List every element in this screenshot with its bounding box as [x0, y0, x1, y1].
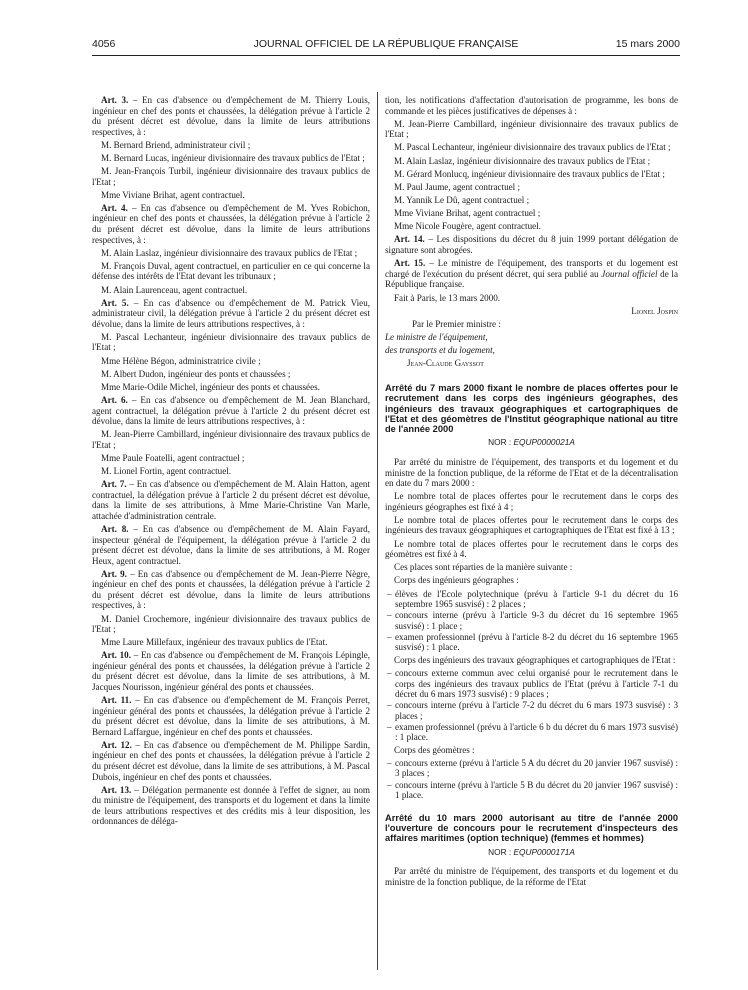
article-14: Art. 14. – Les dispositions du décret du 8 juin 1999 portant délégation de signature sont abrogées.: [385, 234, 678, 255]
list-item: – élèves de l'Ecole polytechnique (prévu à l'article 9-1 du décret du 16 septembre 1965 susvisé) : 2 places ;: [385, 589, 678, 610]
article-15: Art. 15. – Le ministre de l'équipement, des transports et du logement est chargé de l'exécution du présent décret, qui sera publié au Journal officiel de la République française.: [385, 258, 679, 290]
list-item: M. Alain Laslaz, ingénieur divisionnaire des travaux publics de l'Etat ;: [394, 155, 651, 166]
list-item: Mme Nicole Fougère, agent contractuel.: [394, 221, 541, 232]
page-header: [92, 38, 680, 52]
decree-1-nor: NOR : EQUP0000021A: [488, 437, 575, 448]
issue-date: 15 mars 2000: [615, 38, 680, 50]
list-item: – examen professionnel (prévu à l'article 8-2 du décret du 16 septembre 1965 susvisé) : 1 place.: [385, 632, 678, 653]
dash-list: [385, 758, 678, 801]
decree-2-intro: Par arrêté du ministre de l'équipement, des transports et du logement et du ministre de la fonction publique, de la réforme de l'Etat: [385, 866, 678, 887]
decree-1-intro: Par arrêté du ministre de l'équipement, des transports et du logement et du ministre de la fonction publique, de la réforme de l'Etat et de la décentralisation en date du 7 mars 2000 :: [385, 456, 678, 489]
list-item: M. Bernard Briend, administrateur civil ;: [101, 139, 251, 150]
article-10: Art. 10. – En cas d'absence ou d'empêchement de M. François Lépingle, ingénieur général des ponts et chaussées, la délégation prévue à l'article 2 du présent décret est dévolue, dans la limite de ses attributions, à M. Jacques Nourisson, ingénieur général des ponts et chaussées.: [92, 650, 371, 692]
list-item: M. Pascal Lechanteur, ingénieur divisionnaire des travaux publics de l'Etat ;: [394, 142, 671, 153]
list-item: M. Pascal Lechanteur, ingénieur divisionnaire des travaux publics de l'Etat ;: [92, 331, 370, 353]
list-item: M. Jean-François Turbil, ingénieur divisionnaire des travaux publics de l'Etat ;: [92, 166, 370, 187]
list-item: Mme Viviane Brihat, agent contractuel.: [101, 189, 245, 200]
list-item: M. Bernard Lucas, ingénieur divisionnaire des travaux publics de l'Etat ;: [101, 152, 365, 163]
article-6: Art. 6. – En cas d'absence ou d'empêchement de M. Jean Blanchard, agent contractuel, la délégation prévue à l'article 2 du présent décret est dévolue, dans la limite de leurs attributions respectives, à :: [92, 394, 370, 427]
group-title: Corps des géomètres :: [394, 744, 475, 755]
list-item: M. Gérard Monlucq, ingénieur divisionnaire des travaux publics de l'Etat ;: [394, 168, 665, 179]
minister-title-line-1: Le ministre de l'équipement,: [385, 332, 488, 343]
list-item: M. Daniel Crochemore, ingénieur divisionnaire des travaux publics de l'Etat ;: [92, 613, 370, 635]
minister-title-line-2: des transports et du logement,: [385, 345, 495, 356]
list-item: – concours interne (prévu à l'article 7-2 du décret du 6 mars 1973 susvisé) : 3 places ;: [385, 700, 678, 721]
article-13: Art. 13. – Délégation permanente est donnée à l'effet de signer, au nom du ministre de l'équipement, des transports et du logement et dans la limite de leurs attributions respectives et des crédits mis à leur disposition, les ordonnances de déléga-: [92, 784, 371, 827]
header-rule: [92, 55, 680, 56]
column-separator: [377, 92, 378, 970]
list-item: Mme Viviane Brihat, agent contractuel ;: [394, 208, 541, 219]
decree-1-paragraph: Le nombre total de places offertes pour le recrutement dans le corps des ingénieurs des travaux géographiques et cartographiques de l'Etat est fixé à 13 ;: [385, 514, 678, 536]
list-item: M. Lionel Fortin, agent contractuel.: [101, 466, 232, 477]
group-title: Corps des ingénieurs des travaux géographiques et cartographiques de l'Etat :: [394, 654, 676, 665]
article-4: Art. 4. – En cas d'absence ou d'empêchement de M. Yves Robichon, ingénieur en chef des ponts et chaussées, la délégation prévue à l'article 2 du présent décret est dévolue, dans la limite de leurs attributions respectives, à :: [92, 202, 370, 245]
page-number: 4056: [92, 38, 116, 50]
list-item: M. Alain Laslaz, ingénieur divisionnaire des travaux publics de l'Etat ;: [101, 247, 358, 258]
decree-1-paragraph: Le nombre total de places offertes pour le recrutement dans le corps des géomètres est fixé à 4.: [385, 538, 678, 560]
list-item: M. Jean-Pierre Cambillard, ingénieur divisionnaire des travaux publics de l'Etat ;: [92, 429, 370, 450]
dash-list: [385, 668, 678, 743]
list-item: – examen professionnel (prévu à l'article 6 b du décret du 6 mars 1973 susvisé) : 1 place.: [385, 722, 678, 743]
list-item: Mme Marie-Odile Michel, ingénieur des ponts et chaussées.: [101, 381, 320, 392]
list-item: M. Yannik Le Dû, agent contractuel ;: [394, 194, 530, 205]
signature-place-date: Fait à Paris, le 13 mars 2000.: [394, 292, 501, 303]
list-item: – concours interne (prévu à l'article 5 B du décret du 20 janvier 1967 susvisé) : 1 place.: [385, 780, 678, 801]
article-13-continued: tion, les notifications d'affectation d'autorisation de programme, les bons de commande et les pièces justificatives de dépenses à :: [385, 95, 678, 116]
decree-2-nor: NOR : EQUP0000171A: [488, 846, 575, 857]
list-item: – concours interne (prévu à l'article 9-3 du décret du 16 septembre 1965 susvisé) : 1 place ;: [385, 610, 678, 631]
article-8: Art. 8. – En cas d'absence ou d'empêchement de M. Alain Fayard, inspecteur général de l'équipement, la délégation prévue à l'article 2 du présent décret est dévolue, dans la limite de ses attributions, à M. Roger Heux, agent contractuel.: [92, 523, 371, 566]
decree-1-paragraph: Le nombre total de places offertes pour le recrutement dans le corps des ingénieurs géographes est fixé à 4 ;: [385, 491, 678, 512]
list-item: M. Alain Laurenceau, agent contractuel.: [101, 284, 248, 295]
by-prime-minister: Par le Premier ministre :: [412, 318, 501, 329]
list-item: M. Albert Dudon, ingénieur des ponts et chaussées ;: [101, 368, 291, 379]
article-9: Art. 9. – En cas d'absence ou d'empêchement de M. Jean-Pierre Nègre, ingénieur en chef des ponts et chaussées, la délégation prévue à l'article 2 du présent décret est dévolue, dans la limite de leurs attributions respectives, à :: [92, 568, 371, 611]
article-7: Art. 7. – En cas d'absence ou d'empêchement de M. Alain Hatton, agent contractuel, la délégation prévue à l'article 2 du présent décret est dévolue, dans la limite de ses attributions, à Mme Marie-Christine Van Marle, attachée d'administration centrale.: [92, 479, 371, 521]
decree-2-title: Arrêté du 10 mars 2000 autorisant au titre de l'année 2000 l'ouverture de concours pour le recrutement d'inspecteurs des affaires maritimes (option technique) (femmes et hommes): [385, 812, 678, 844]
article-12: Art. 12. – En cas d'absence ou d'empêchement de M. Philippe Sardin, ingénieur en chef des ponts et chaussées, la délégation prévue à l'article 2 du présent décret est dévolue, dans la limite de ses attributions, à M. Pascal Dubois, ingénieur en chef des ponts et chaussées.: [92, 739, 370, 782]
group-title: Corps des ingénieurs géographes :: [394, 575, 519, 586]
list-item: Mme Paule Foatelli, agent contractuel ;: [101, 452, 245, 463]
list-item: Mme Laure Millefaux, ingénieur des travaux publics de l'Etat.: [101, 637, 328, 648]
list-item: M. François Duval, agent contractuel, en particulier en ce qui concerne la défense des intérêts de l'Etat devant les tribunaux ;: [92, 260, 370, 282]
dash-list: [385, 589, 678, 653]
article-11: Art. 11. – En cas d'absence ou d'empêchement de M. François Perret, ingénieur général des ponts et chaussées, la délégation prévue à l'article 2 du présent décret est dévolue, dans la limite de ses attributions, à M. Bernard Laffargue, ingénieur en chef des ponts et chaussées.: [92, 695, 370, 737]
signature-block: [385, 293, 678, 369]
list-item: Mme Hélène Bégon, administratrice civile ;: [101, 355, 261, 366]
list-item: – concours externe commun avec celui organisé pour le recrutement dans le corps des ingénieurs des travaux publics de l'Etat (prévu à l'article 7-1 du décret du 6 mars 1973 susvisé) : 9 places ;: [385, 668, 678, 700]
article-5: Art. 5. – En cas d'absence ou d'empêchement de M. Patrick Vieu, administrateur civil, la délégation prévue à l'article 2 du présent décret est dévolue, dans la limite de leurs attributions respectives, à :: [92, 297, 371, 329]
decree-1-title: Arrêté du 7 mars 2000 fixant le nombre de places offertes pour le recrutement dans les corps des ingénieurs géographes, des ingénieurs des travaux géographiques et cartographiques de l'Etat et des géomètres de l'Institut géographique national au titre de l'année 2000: [385, 382, 678, 435]
list-item: – concours externe (prévu à l'article 5 A du décret du 20 janvier 1967 susvisé) : 3 places ;: [385, 758, 678, 779]
left-column: [92, 95, 370, 829]
list-item: M. Paul Jaume, agent contractuel ;: [394, 181, 521, 192]
decree-1-paragraph: Ces places sont réparties de la manière suivante :: [394, 562, 573, 573]
article-3: Art. 3. – En cas d'absence ou d'empêchement de M. Thierry Louis, ingénieur en chef des ponts et chaussées, la délégation prévue à l'article 2 du présent décret est dévolue, dans la limite de leurs attributions respectives, à :: [92, 95, 371, 137]
list-item: M. Jean-Pierre Cambillard, ingénieur divisionnaire des travaux publics de l'Etat ;: [385, 118, 678, 140]
right-column: [385, 95, 678, 890]
signer-name: Lionel Jospin: [631, 305, 678, 316]
minister-name: Jean-Claude Gayssot: [407, 358, 484, 369]
journal-title: JOURNAL OFFICIEL DE LA RÉPUBLIQUE FRANÇAISE: [253, 38, 519, 50]
